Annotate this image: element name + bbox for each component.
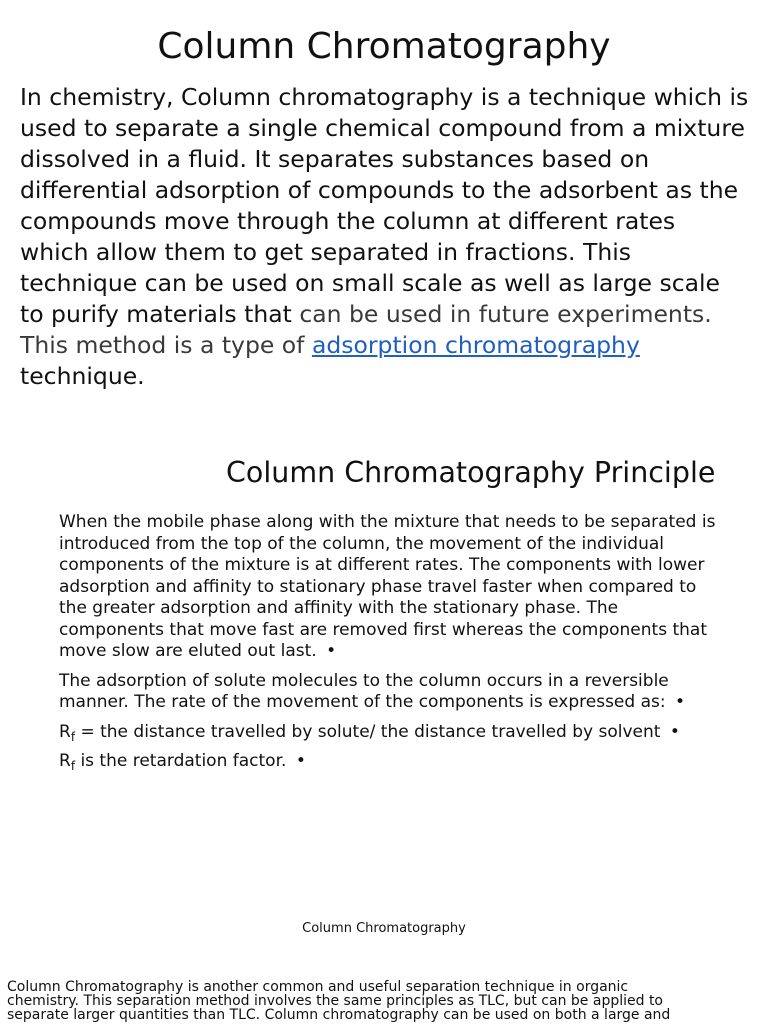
- bullet-text: When the mobile phase along with the mixture that needs to be separated is introduced from the top of the column, the movement of the individual components of the mixture is at different rates. The components with lower adsorption and affinity to stationary phase travel faster when compared to the greater adsorption and affinity with the stationary phase. The components that move fast are removed first whereas the components that move slow are eluted out last.: [59, 512, 716, 661]
- bullet-item: [59, 671, 719, 714]
- bullet-dot-icon: •: [675, 692, 686, 712]
- intro-text-end: technique.: [20, 362, 145, 390]
- bullet-text: is the retardation factor.: [75, 751, 287, 771]
- section-caption: Column Chromatography: [302, 921, 466, 936]
- rf-symbol: R: [59, 721, 71, 742]
- rf-subscript: f: [70, 729, 76, 744]
- bullet-item: [59, 722, 719, 744]
- bottom-paragraph-text: Column Chromatography is another common and useful separation technique in organic chemistry. This separation method involves the same principles as TLC, but can be applied to separate larger quantities than TLC. Column chromatography can be used on both a large and: [7, 979, 671, 1023]
- intro-text-muted: can be used in future experiments. This method is a type of: [20, 300, 712, 359]
- bullet-dot-icon: •: [295, 751, 306, 771]
- rf-subscript: f: [70, 759, 76, 773]
- bullet-text: = the distance travelled by solute/ the distance travelled by solvent: [75, 721, 661, 742]
- principle-heading: Column Chromatography Principle: [226, 456, 716, 489]
- bullet-dot-icon: •: [669, 721, 680, 742]
- intro-text: In chemistry, Column chromatography is a technique which is used to separate a single chemical compound from a mixture dissolved in a fluid. It separates substances based on differential adsorption of compounds to the adsorbent as the compounds move through the column at different rates which allow them to get separated in fractions. This technique can be used on small scale as well as large scale to purify materials that: [20, 83, 749, 328]
- intro-paragraph: [20, 82, 750, 392]
- adsorption-chromatography-link[interactable]: adsorption chromatography: [311, 331, 640, 359]
- principle-bullet-list: [59, 512, 719, 781]
- bullet-dot-icon: •: [326, 641, 337, 661]
- rf-symbol: R: [59, 751, 71, 771]
- bottom-paragraph: [7, 980, 697, 1022]
- bullet-item: [59, 751, 719, 773]
- bullet-text: The adsorption of solute molecules to the column occurs in a reversible manner. The rate of the movement of the components is expressed as:: [59, 670, 669, 712]
- bullet-item: [59, 512, 719, 663]
- page-title: Column Chromatography: [157, 26, 611, 67]
